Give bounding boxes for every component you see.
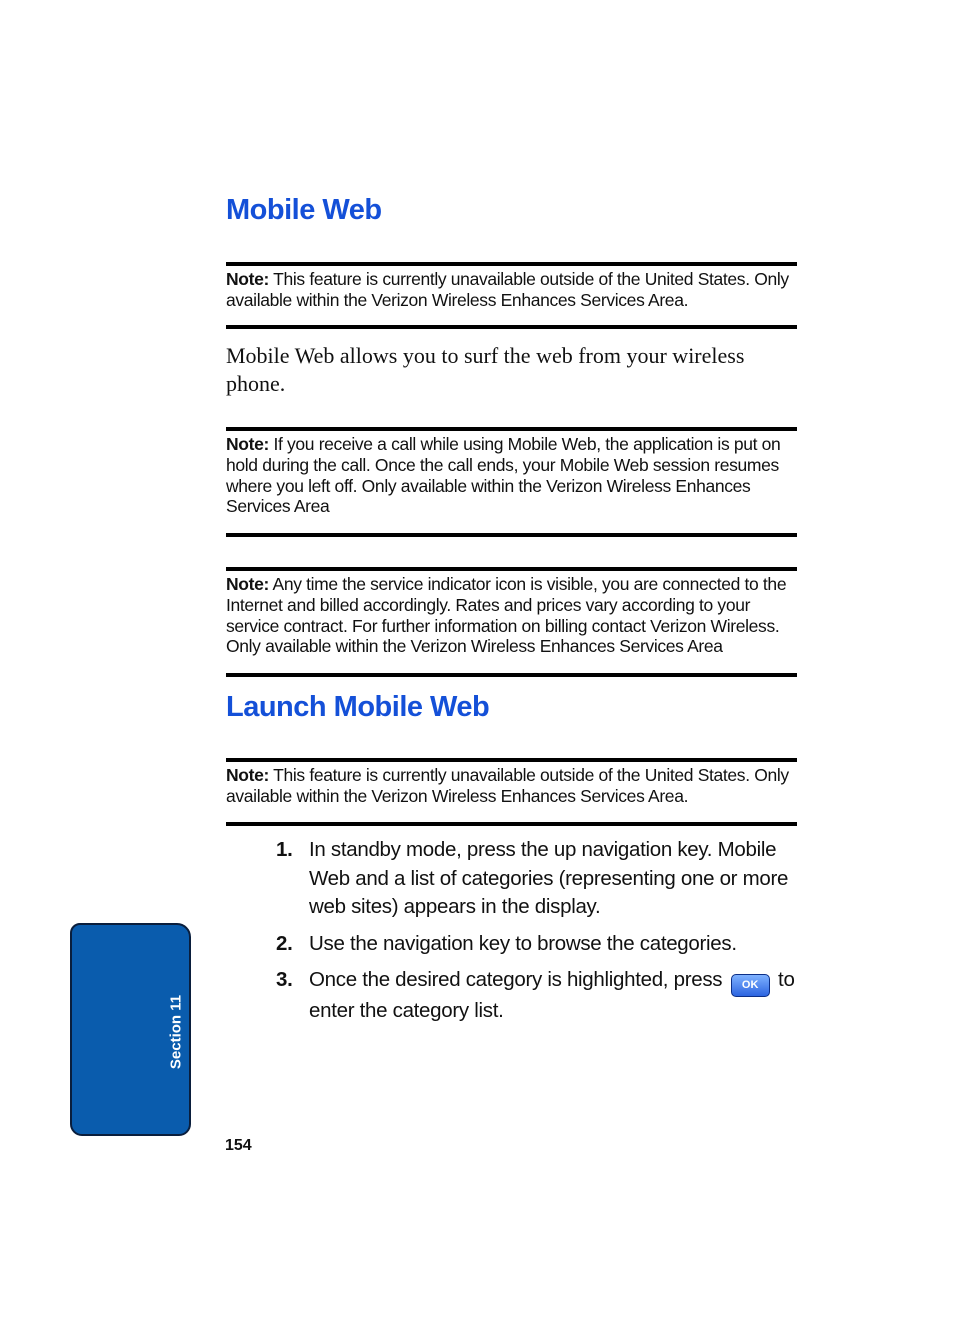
step-item bbox=[276, 836, 796, 922]
ok-key-icon: OK bbox=[731, 974, 770, 997]
section-title-launch-mobile-web: Launch Mobile Web bbox=[226, 691, 490, 723]
note-label: Note: bbox=[226, 574, 269, 594]
note-label: Note: bbox=[226, 434, 269, 454]
step-item bbox=[276, 966, 796, 1026]
steps-list bbox=[276, 836, 796, 1034]
step-text-after: to enter the category list. bbox=[309, 968, 795, 1022]
note-label: Note: bbox=[226, 765, 269, 785]
note-block bbox=[226, 434, 797, 517]
step-item bbox=[276, 930, 796, 959]
note-text: This feature is currently unavailable outside of the United States. Only available within the Verizon Wireless Enhances Services Area. bbox=[226, 765, 789, 806]
step-text: Use the navigation key to browse the categories. bbox=[309, 931, 737, 955]
step-text: In standby mode, press the up navigation key. Mobile Web and a list of categories (representing one or more web sites) appears in the display. bbox=[309, 838, 789, 918]
note-rule-bottom bbox=[226, 673, 797, 677]
section-title-mobile-web: Mobile Web bbox=[226, 194, 382, 226]
note-rule-top bbox=[226, 262, 797, 266]
intro-paragraph: Mobile Web allows you to surf the web from your wireless phone. bbox=[226, 343, 745, 396]
step-number: 3. bbox=[276, 968, 293, 991]
note-text: If you receive a call while using Mobile Web, the application is put on hold during the call. Once the call ends, your Mobile Web session resumes where you left off. Only available within the Verizon Wireless Enhances Services Area bbox=[226, 434, 781, 517]
section-tab-label: Section 11 bbox=[167, 994, 185, 1070]
note-rule-bottom bbox=[226, 325, 797, 329]
note-rule-bottom bbox=[226, 822, 797, 826]
step-text-before: Once the desired category is highlighted, press bbox=[309, 968, 723, 991]
note-rule-top bbox=[226, 427, 797, 431]
step-number: 1. bbox=[276, 838, 293, 861]
note-rule-top bbox=[226, 758, 797, 762]
note-label: Note: bbox=[226, 269, 269, 289]
note-rule-top bbox=[226, 567, 797, 571]
note-text: Any time the service indicator icon is visible, you are connected to the Internet and billed accordingly. Rates and prices vary according to your service contract. For further information on billing contact Verizon Wireless. Only available within the Verizon Wireless Enhances Services Area bbox=[226, 574, 787, 657]
note-text: This feature is currently unavailable outside of the United States. Only available within the Verizon Wireless Enhances Services Area. bbox=[226, 269, 789, 310]
note-block bbox=[226, 574, 797, 657]
page-number: 154 bbox=[225, 1137, 252, 1154]
note-rule-bottom bbox=[226, 533, 797, 537]
note-block bbox=[226, 765, 797, 807]
step-number: 2. bbox=[276, 931, 293, 955]
note-block bbox=[226, 269, 797, 311]
